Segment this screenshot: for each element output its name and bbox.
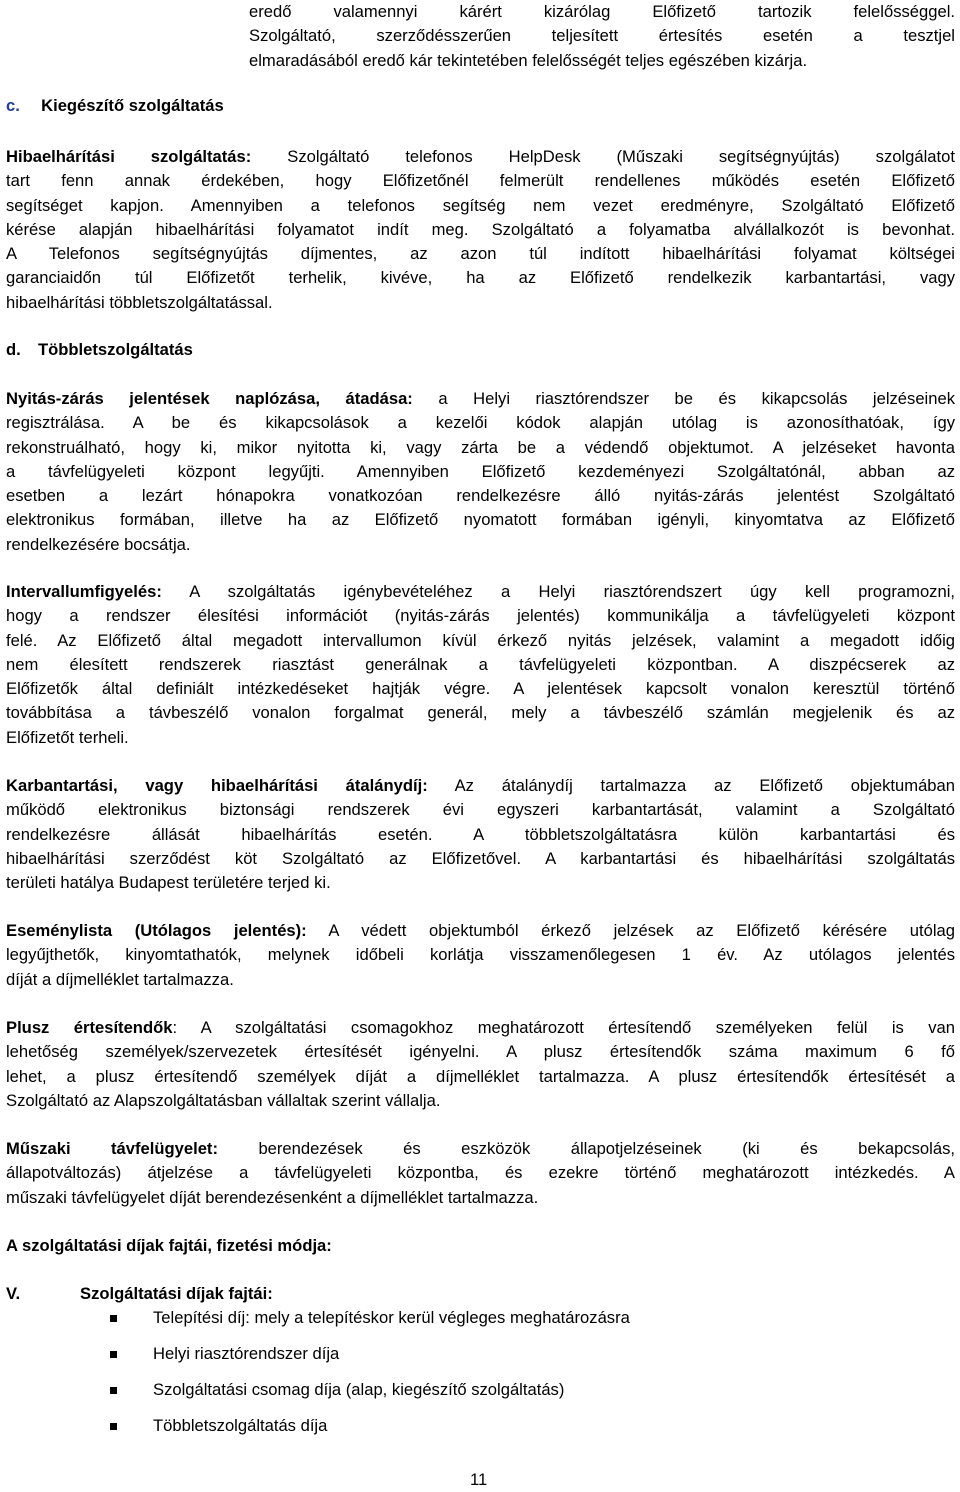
intro-line: eredő valamennyi kárért kizárólag Előfizető tartozik felelősséggel. xyxy=(249,2,955,21)
hibaelharitas-paragraph: Hibaelhárítási szolgáltatás: Szolgáltató telefonos HelpDesk (Műszaki segítségnyújtás) szolgálatot tart fenn annak érdekében, hogy Előfizetőnél felmerült rendellenes működés esetén Előfizető segítséget kapjon. Amennyiben a telefonos segítség nem vezet eredményre, Szolgáltató Előfizető kérése alapján hibaelhárítási folyamatot indít meg. Szolgáltató a folyamatba alvállalkozót is bevonhat. A Telefonos segítségnyújtás díjmentes, az azon túl indított hibaelhárítási folyamat költségei garanciaidőn túl Előfizetőt terhelik, kivéve, ha az Előfizető rendelkezik karbantartási, vagy hibaelhárítási többletszolgáltatással. xyxy=(6,147,955,312)
square-bullet-icon xyxy=(110,1351,117,1358)
section-d-letter: d. xyxy=(6,340,21,359)
section-c-title: Kiegészítő szolgáltatás xyxy=(41,96,224,115)
section-c-heading xyxy=(6,94,224,118)
esemenylista-paragraph: Eseménylista (Utólagos jelentés): A védett objektumból érkező jelzések az Előfizető kérésére utólag legyűjthetők, kinyomtathatók, melynek időbeli korlátja visszamenőlegesen 1 év. Az utólagos jelentés díját a díjmelléklet tartalmazza. xyxy=(6,921,955,989)
plusz-paragraph: Plusz értesítendők: A szolgáltatási csomagokhoz meghatározott értesítendő személyeken felül is van lehetőség személyek/szervezetek értesítését igényelni. A plusz értesítendők száma maximum 6 fő lehet, a plusz értesítendő személyek díját a díjmelléklet tartalmazza. A plusz értesítendők értesítését a Szolgáltató az Alapszolgáltatásban vállaltak szerint vállalja. xyxy=(6,1018,956,1110)
section-d-title: Többletszolgáltatás xyxy=(38,340,193,359)
esemenylista-lead: Eseménylista (Utólagos jelentés): xyxy=(6,921,307,940)
intro-line: Szolgáltató, szerződésszerűen teljesített értesítés esetén a tesztjel xyxy=(249,26,955,46)
page-number: 11 xyxy=(470,1470,488,1489)
dijak-heading: A szolgáltatási díjak fajtái, fizetési módja: xyxy=(6,1236,332,1255)
nyitas-zaras-lead: Nyitás-zárás jelentések naplózása, átadása: xyxy=(6,389,413,408)
intervallum-lead: Intervallumfigyelés: xyxy=(6,582,162,601)
karbantartas-lead: Karbantartási, vagy hibaelhárítási átalánydíj: xyxy=(6,776,428,795)
section-c-letter: c. xyxy=(6,96,20,115)
muszaki-lead: Műszaki távfelügyelet: xyxy=(6,1139,218,1158)
square-bullet-icon xyxy=(110,1387,117,1394)
square-bullet-icon xyxy=(110,1423,117,1430)
plusz-lead: Plusz értesítendők xyxy=(6,1018,173,1037)
karbantartas-paragraph: Karbantartási, vagy hibaelhárítási átalánydíj: Az átalánydíj tartalmazza az Előfizető objektumában működő elektronikus biztonsági rendszerek évi egyszeri karbantartását, valamint a Szolgáltató rendelkezésre állását hibaelhárítás esetén. A többletszolgáltatásra külön karbantartási és hibaelhárítási szerződést köt Szolgáltató az Előfizetővel. A karbantartási és hibaelhárítási szolgáltatás területi hatálya Budapest területére terjed ki. xyxy=(6,776,955,893)
intro-line: elmaradásából eredő kár tekintetében felelősségét teljes egészében kizárja. xyxy=(249,50,808,70)
intro-paragraph xyxy=(249,0,955,73)
section-v-numeral: V. xyxy=(6,1284,21,1303)
intervallum-paragraph: Intervallumfigyelés: A szolgáltatás igénybevételéhez a Helyi riasztórendszert úgy kell programozni, hogy a rendszer élesítési információt (nyitás-zárás jelentés) kommunikálja a távfelügyeleti központ felé. Az Előfizető által megadott intervallumon kívül érkező nyitás jelzések, valamint a megadott időig nem élesített rendszerek riasztást generálnak a távfelügyeleti központban. A diszpécserek az Előfizetők által definiált intézkedéseket hajtják végre. A jelentések kapcsolt vonalon keresztül történő továbbítása a távbeszélő vonalon forgalmat generál, mely a távbeszélő számlán megjelenik és az Előfizetőt terheli. xyxy=(6,582,955,747)
muszaki-paragraph: Műszaki távfelügyelet: berendezések és eszközök állapotjelzéseinek (ki és bekapcsolás, állapotváltozás) átjelzése a távfelügyeleti központba, és ezekre történő meghatározott intézkedés. A műszaki távfelügyelet díját berendezésenként a díjmelléklet tartalmazza. xyxy=(6,1139,955,1207)
section-v-heading xyxy=(6,1282,273,1306)
section-d-heading xyxy=(6,338,193,362)
fee-type-list: Telepítési díj: mely a telepítéskor kerül végleges meghatározásra Helyi riasztórendszer díja Szolgáltatási csomag díja (alap, kiegészítő szolgáltatás) Többletszolgáltatás díja xyxy=(0,1306,960,1436)
hibaelharitas-lead: Hibaelhárítási szolgáltatás: xyxy=(6,147,252,166)
nyitas-zaras-paragraph: Nyitás-zárás jelentések naplózása, átadása: a Helyi riasztórendszer be és kikapcsolás jelzéseinek regisztrálása. A be és kikapcsolások a kezelői kódok alapján utólag is azonosíthatóak, így rekonstruálható, hogy ki, mikor nyitotta ki, vagy zárta be a védendő objektumot. A jelzéseket havonta a távfelügyeleti központ legyűjti. Amennyiben Előfizető kezdeményezi Szolgáltatónál, abban az esetben a lezárt hónapokra vonatkozóan rendelkezésre álló nyitás-zárás jelentést Szolgáltató elektronikus formában, illetve ha az Előfizető nyomatott formában igényli, kinyomtatva az Előfizető rendelkezésére bocsátja. xyxy=(6,389,956,554)
section-v-title: Szolgáltatási díjak fajtái: xyxy=(80,1284,273,1303)
square-bullet-icon xyxy=(110,1315,117,1322)
